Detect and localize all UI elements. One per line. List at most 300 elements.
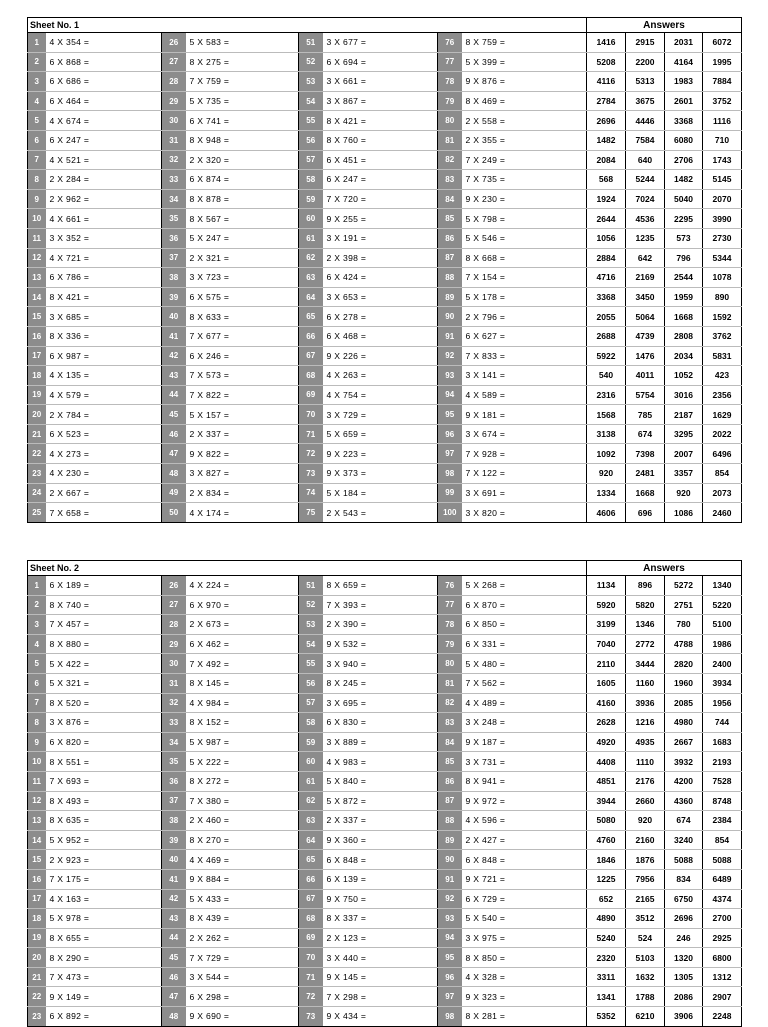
- problem-number: 88: [438, 811, 462, 831]
- table-row: [28, 385, 742, 405]
- problem-text: 6 X 848 =: [462, 850, 587, 870]
- answer-cell: 6072: [703, 33, 742, 53]
- problem-number: 77: [438, 595, 462, 615]
- answer-cell: 246: [665, 928, 703, 948]
- problem-number: 18: [28, 366, 46, 386]
- answer-cell: 1956: [703, 693, 742, 713]
- answer-cell: 4739: [626, 326, 665, 346]
- problem-number: 15: [28, 850, 46, 870]
- answer-cell: 2248: [703, 1007, 742, 1027]
- problem-number: 96: [438, 424, 462, 444]
- problem-number: 13: [28, 811, 46, 831]
- answer-cell: 6080: [665, 130, 703, 150]
- problem-number: 9: [28, 189, 46, 209]
- problem-text: 3 X 685 =: [46, 307, 162, 327]
- problem-text: 3 X 876 =: [46, 713, 162, 733]
- problem-number: 91: [438, 326, 462, 346]
- answer-cell: 2187: [665, 405, 703, 425]
- answer-cell: 920: [587, 464, 626, 484]
- problem-number: 27: [162, 52, 186, 72]
- problem-number: 30: [162, 111, 186, 131]
- problem-text: 7 X 928 =: [462, 444, 587, 464]
- answer-cell: 2070: [703, 189, 742, 209]
- answer-cell: 2667: [665, 732, 703, 752]
- table-row: [28, 791, 742, 811]
- problem-number: 5: [28, 111, 46, 131]
- problem-text: 2 X 320 =: [186, 150, 299, 170]
- problem-text: 6 X 468 =: [323, 326, 438, 346]
- problem-text: 7 X 457 =: [46, 615, 162, 635]
- answer-cell: 2925: [703, 928, 742, 948]
- table-row: [28, 713, 742, 733]
- problem-text: 5 X 399 =: [462, 52, 587, 72]
- problem-text: 3 X 440 =: [323, 948, 438, 968]
- problem-text: 3 X 975 =: [462, 928, 587, 948]
- problem-text: 3 X 867 =: [323, 91, 438, 111]
- problem-number: 62: [299, 791, 323, 811]
- problem-text: 4 X 754 =: [323, 385, 438, 405]
- problem-number: 66: [299, 869, 323, 889]
- problem-text: 4 X 721 =: [46, 248, 162, 268]
- answer-cell: 4980: [665, 713, 703, 733]
- problem-text: 9 X 972 =: [462, 791, 587, 811]
- problem-text: 7 X 122 =: [462, 464, 587, 484]
- problem-number: 57: [299, 150, 323, 170]
- worksheet-sheet-2: [27, 560, 741, 1027]
- problem-text: 4 X 163 =: [46, 889, 162, 909]
- problem-number: 23: [28, 1007, 46, 1027]
- problem-number: 65: [299, 307, 323, 327]
- answer-cell: 5920: [587, 595, 626, 615]
- answer-cell: 2660: [626, 791, 665, 811]
- problem-number: 97: [438, 987, 462, 1007]
- problem-number: 68: [299, 366, 323, 386]
- table-row: [28, 326, 742, 346]
- answer-cell: 696: [626, 503, 665, 523]
- problem-text: 2 X 543 =: [323, 503, 438, 523]
- answer-cell: 4890: [587, 909, 626, 929]
- answer-cell: 5220: [703, 595, 742, 615]
- answer-cell: 5922: [587, 346, 626, 366]
- problem-text: 4 X 469 =: [186, 850, 299, 870]
- answer-cell: 1086: [665, 503, 703, 523]
- answer-cell: 5080: [587, 811, 626, 831]
- answer-cell: 3240: [665, 830, 703, 850]
- problem-number: 80: [438, 654, 462, 674]
- problem-text: 2 X 398 =: [323, 248, 438, 268]
- answer-cell: 834: [665, 869, 703, 889]
- problem-number: 68: [299, 909, 323, 929]
- problem-number: 82: [438, 150, 462, 170]
- problem-text: 2 X 321 =: [186, 248, 299, 268]
- answer-cell: 4374: [703, 889, 742, 909]
- problem-text: 8 X 759 =: [462, 33, 587, 53]
- problem-text: 8 X 245 =: [323, 673, 438, 693]
- problem-text: 7 X 380 =: [186, 791, 299, 811]
- problem-number: 32: [162, 150, 186, 170]
- problem-number: 57: [299, 693, 323, 713]
- table-row: [28, 424, 742, 444]
- answer-cell: 1959: [665, 287, 703, 307]
- answer-cell: 1092: [587, 444, 626, 464]
- problem-number: 85: [438, 209, 462, 229]
- problem-number: 42: [162, 346, 186, 366]
- answer-cell: 1995: [703, 52, 742, 72]
- problem-number: 78: [438, 615, 462, 635]
- problem-text: 6 X 970 =: [186, 595, 299, 615]
- problem-text: 6 X 741 =: [186, 111, 299, 131]
- answer-cell: 2808: [665, 326, 703, 346]
- problem-number: 35: [162, 752, 186, 772]
- problem-number: 52: [299, 595, 323, 615]
- problem-text: 2 X 284 =: [46, 170, 162, 190]
- problem-text: 3 X 661 =: [323, 72, 438, 92]
- problem-number: 36: [162, 228, 186, 248]
- problem-text: 2 X 427 =: [462, 830, 587, 850]
- problem-number: 28: [162, 615, 186, 635]
- problem-number: 43: [162, 909, 186, 929]
- answer-cell: 2055: [587, 307, 626, 327]
- answer-cell: 2784: [587, 91, 626, 111]
- answer-cell: 7584: [626, 130, 665, 150]
- problem-number: 14: [28, 287, 46, 307]
- problem-number: 39: [162, 287, 186, 307]
- problem-text: 6 X 331 =: [462, 634, 587, 654]
- problem-text: 3 X 544 =: [186, 967, 299, 987]
- problem-text: 4 X 174 =: [186, 503, 299, 523]
- problem-text: 7 X 720 =: [323, 189, 438, 209]
- table-row: [28, 673, 742, 693]
- problem-text: 9 X 884 =: [186, 869, 299, 889]
- answer-cell: 2706: [665, 150, 703, 170]
- problem-text: 8 X 270 =: [186, 830, 299, 850]
- answer-cell: 920: [665, 483, 703, 503]
- problem-text: 2 X 262 =: [186, 928, 299, 948]
- problem-text: 7 X 492 =: [186, 654, 299, 674]
- problem-number: 88: [438, 268, 462, 288]
- answer-cell: 3368: [587, 287, 626, 307]
- problem-number: 36: [162, 771, 186, 791]
- problem-text: 7 X 833 =: [462, 346, 587, 366]
- problem-number: 2: [28, 595, 46, 615]
- problem-number: 76: [438, 576, 462, 596]
- answer-cell: 2084: [587, 150, 626, 170]
- problem-number: 65: [299, 850, 323, 870]
- problem-text: 3 X 820 =: [462, 503, 587, 523]
- answer-cell: 5208: [587, 52, 626, 72]
- problem-number: 10: [28, 752, 46, 772]
- problem-number: 21: [28, 424, 46, 444]
- problem-number: 94: [438, 928, 462, 948]
- problem-text: 7 X 473 =: [46, 967, 162, 987]
- problem-number: 92: [438, 346, 462, 366]
- answer-cell: 3311: [587, 967, 626, 987]
- problem-number: 93: [438, 366, 462, 386]
- problem-text: 2 X 460 =: [186, 811, 299, 831]
- problem-number: 11: [28, 228, 46, 248]
- answer-cell: 3675: [626, 91, 665, 111]
- problem-number: 17: [28, 889, 46, 909]
- problem-text: 6 X 139 =: [323, 869, 438, 889]
- problem-number: 48: [162, 464, 186, 484]
- table-row: [28, 228, 742, 248]
- answer-cell: 1320: [665, 948, 703, 968]
- problem-text: 3 X 191 =: [323, 228, 438, 248]
- problem-text: 2 X 667 =: [46, 483, 162, 503]
- problem-number: 70: [299, 948, 323, 968]
- problem-number: 48: [162, 1007, 186, 1027]
- problem-text: 8 X 421 =: [46, 287, 162, 307]
- problem-text: 9 X 255 =: [323, 209, 438, 229]
- table-row: [28, 189, 742, 209]
- table-row: [28, 307, 742, 327]
- answer-cell: 796: [665, 248, 703, 268]
- answer-cell: 4536: [626, 209, 665, 229]
- problem-text: 7 X 693 =: [46, 771, 162, 791]
- problem-text: 5 X 872 =: [323, 791, 438, 811]
- problem-number: 38: [162, 268, 186, 288]
- problem-number: 85: [438, 752, 462, 772]
- answer-cell: 1346: [626, 615, 665, 635]
- problem-text: 7 X 249 =: [462, 150, 587, 170]
- problem-text: 8 X 493 =: [46, 791, 162, 811]
- answer-cell: 1482: [665, 170, 703, 190]
- table-row: [28, 889, 742, 909]
- answer-cell: 854: [703, 464, 742, 484]
- problem-number: 19: [28, 385, 46, 405]
- problem-number: 60: [299, 752, 323, 772]
- problem-text: 8 X 659 =: [323, 576, 438, 596]
- answer-cell: 1986: [703, 634, 742, 654]
- problem-number: 63: [299, 268, 323, 288]
- answer-cell: 1476: [626, 346, 665, 366]
- problem-number: 20: [28, 405, 46, 425]
- problem-text: 9 X 223 =: [323, 444, 438, 464]
- problem-number: 69: [299, 928, 323, 948]
- answer-cell: 3762: [703, 326, 742, 346]
- answer-cell: 4935: [626, 732, 665, 752]
- answer-cell: 896: [626, 576, 665, 596]
- problem-text: 6 X 686 =: [46, 72, 162, 92]
- problem-number: 21: [28, 967, 46, 987]
- worksheet-table: [27, 17, 742, 523]
- answer-cell: 7528: [703, 771, 742, 791]
- problem-text: 3 X 695 =: [323, 693, 438, 713]
- problem-number: 97: [438, 444, 462, 464]
- problem-text: 5 X 321 =: [46, 673, 162, 693]
- problem-number: 72: [299, 987, 323, 1007]
- problem-number: 79: [438, 634, 462, 654]
- problem-number: 10: [28, 209, 46, 229]
- answer-cell: 423: [703, 366, 742, 386]
- answer-cell: 5145: [703, 170, 742, 190]
- table-row: [28, 830, 742, 850]
- answer-cell: 4606: [587, 503, 626, 523]
- problem-text: 9 X 690 =: [186, 1007, 299, 1027]
- problem-text: 8 X 551 =: [46, 752, 162, 772]
- problem-number: 47: [162, 987, 186, 1007]
- table-row: [28, 771, 742, 791]
- table-row: [28, 33, 742, 53]
- answer-cell: 3936: [626, 693, 665, 713]
- problem-number: 51: [299, 33, 323, 53]
- problem-number: 7: [28, 150, 46, 170]
- problem-text: 5 X 178 =: [462, 287, 587, 307]
- answer-cell: 3450: [626, 287, 665, 307]
- problem-text: 4 X 328 =: [462, 967, 587, 987]
- problem-text: 6 X 424 =: [323, 268, 438, 288]
- problem-number: 98: [438, 1007, 462, 1027]
- problem-number: 22: [28, 987, 46, 1007]
- problem-text: 6 X 820 =: [46, 732, 162, 752]
- answer-cell: 1110: [626, 752, 665, 772]
- answer-cell: 1876: [626, 850, 665, 870]
- answer-cell: 2696: [587, 111, 626, 131]
- problem-text: 2 X 834 =: [186, 483, 299, 503]
- answer-cell: 3752: [703, 91, 742, 111]
- problem-text: 5 X 540 =: [462, 909, 587, 929]
- answer-cell: 7040: [587, 634, 626, 654]
- problem-text: 8 X 760 =: [323, 130, 438, 150]
- problem-text: 6 X 868 =: [46, 52, 162, 72]
- problem-number: 77: [438, 52, 462, 72]
- answer-cell: 5064: [626, 307, 665, 327]
- problem-text: 2 X 337 =: [186, 424, 299, 444]
- answer-cell: 1340: [703, 576, 742, 596]
- table-row: [28, 405, 742, 425]
- problem-number: 33: [162, 713, 186, 733]
- problem-number: 99: [438, 483, 462, 503]
- table-row: [28, 72, 742, 92]
- problem-number: 62: [299, 248, 323, 268]
- problem-text: 6 X 892 =: [46, 1007, 162, 1027]
- table-row: [28, 464, 742, 484]
- problem-number: 72: [299, 444, 323, 464]
- problem-number: 98: [438, 464, 462, 484]
- problem-text: 5 X 247 =: [186, 228, 299, 248]
- table-row: [28, 366, 742, 386]
- answers-title: Answers: [587, 18, 742, 33]
- problem-text: 8 X 336 =: [46, 326, 162, 346]
- answer-cell: 1846: [587, 850, 626, 870]
- answer-cell: 4760: [587, 830, 626, 850]
- answer-cell: 2200: [626, 52, 665, 72]
- worksheet-table: [27, 560, 742, 1027]
- problem-number: 3: [28, 72, 46, 92]
- problem-number: 19: [28, 928, 46, 948]
- problem-text: 8 X 337 =: [323, 909, 438, 929]
- table-row: [28, 91, 742, 111]
- problem-text: 3 X 691 =: [462, 483, 587, 503]
- answer-cell: 3016: [665, 385, 703, 405]
- problem-text: 6 X 874 =: [186, 170, 299, 190]
- problem-number: 71: [299, 967, 323, 987]
- answer-cell: 3199: [587, 615, 626, 635]
- problem-text: 6 X 464 =: [46, 91, 162, 111]
- problem-number: 100: [438, 503, 462, 523]
- answer-cell: 5313: [626, 72, 665, 92]
- answer-cell: 780: [665, 615, 703, 635]
- table-row: [28, 693, 742, 713]
- answer-cell: 2884: [587, 248, 626, 268]
- problem-number: 71: [299, 424, 323, 444]
- table-row: [28, 634, 742, 654]
- problem-text: 2 X 390 =: [323, 615, 438, 635]
- table-row: [28, 850, 742, 870]
- problem-text: 6 X 786 =: [46, 268, 162, 288]
- answer-cell: 1056: [587, 228, 626, 248]
- answer-cell: 5040: [665, 189, 703, 209]
- worksheet-sheet-1: [27, 17, 741, 523]
- problem-number: 61: [299, 771, 323, 791]
- problem-number: 44: [162, 385, 186, 405]
- problem-number: 1: [28, 33, 46, 53]
- problem-text: 8 X 439 =: [186, 909, 299, 929]
- problem-number: 92: [438, 889, 462, 909]
- answer-cell: 2688: [587, 326, 626, 346]
- problem-text: 4 X 521 =: [46, 150, 162, 170]
- problem-text: 4 X 579 =: [46, 385, 162, 405]
- problem-text: 8 X 469 =: [462, 91, 587, 111]
- table-row: [28, 287, 742, 307]
- answer-cell: 2160: [626, 830, 665, 850]
- problem-text: 9 X 750 =: [323, 889, 438, 909]
- sheet-title: Sheet No. 2: [28, 561, 587, 576]
- problem-text: 6 X 987 =: [46, 346, 162, 366]
- problem-number: 86: [438, 771, 462, 791]
- answer-cell: 2730: [703, 228, 742, 248]
- problem-number: 33: [162, 170, 186, 190]
- problem-text: 8 X 880 =: [46, 634, 162, 654]
- problem-number: 53: [299, 615, 323, 635]
- problem-number: 96: [438, 967, 462, 987]
- problem-text: 7 X 658 =: [46, 503, 162, 523]
- answer-cell: 1134: [587, 576, 626, 596]
- problem-text: 5 X 978 =: [46, 909, 162, 929]
- problem-text: 5 X 840 =: [323, 771, 438, 791]
- problem-number: 40: [162, 307, 186, 327]
- problem-number: 95: [438, 405, 462, 425]
- problem-text: 6 X 850 =: [462, 615, 587, 635]
- answer-cell: 4716: [587, 268, 626, 288]
- problem-number: 14: [28, 830, 46, 850]
- problem-text: 8 X 145 =: [186, 673, 299, 693]
- problem-text: 3 X 889 =: [323, 732, 438, 752]
- problem-text: 8 X 567 =: [186, 209, 299, 229]
- answer-cell: 5352: [587, 1007, 626, 1027]
- problem-number: 84: [438, 732, 462, 752]
- problem-text: 8 X 633 =: [186, 307, 299, 327]
- answer-cell: 8748: [703, 791, 742, 811]
- problem-text: 6 X 462 =: [186, 634, 299, 654]
- table-row: [28, 869, 742, 889]
- problem-number: 67: [299, 889, 323, 909]
- problem-text: 9 X 145 =: [323, 967, 438, 987]
- problem-number: 87: [438, 248, 462, 268]
- answer-cell: 1078: [703, 268, 742, 288]
- answer-cell: 3368: [665, 111, 703, 131]
- table-row: [28, 346, 742, 366]
- table-row: [28, 444, 742, 464]
- problem-text: 9 X 721 =: [462, 869, 587, 889]
- answer-cell: 3990: [703, 209, 742, 229]
- problem-text: 8 X 290 =: [46, 948, 162, 968]
- answer-cell: 3357: [665, 464, 703, 484]
- problem-number: 16: [28, 869, 46, 889]
- answer-cell: 2400: [703, 654, 742, 674]
- problem-number: 16: [28, 326, 46, 346]
- problem-number: 60: [299, 209, 323, 229]
